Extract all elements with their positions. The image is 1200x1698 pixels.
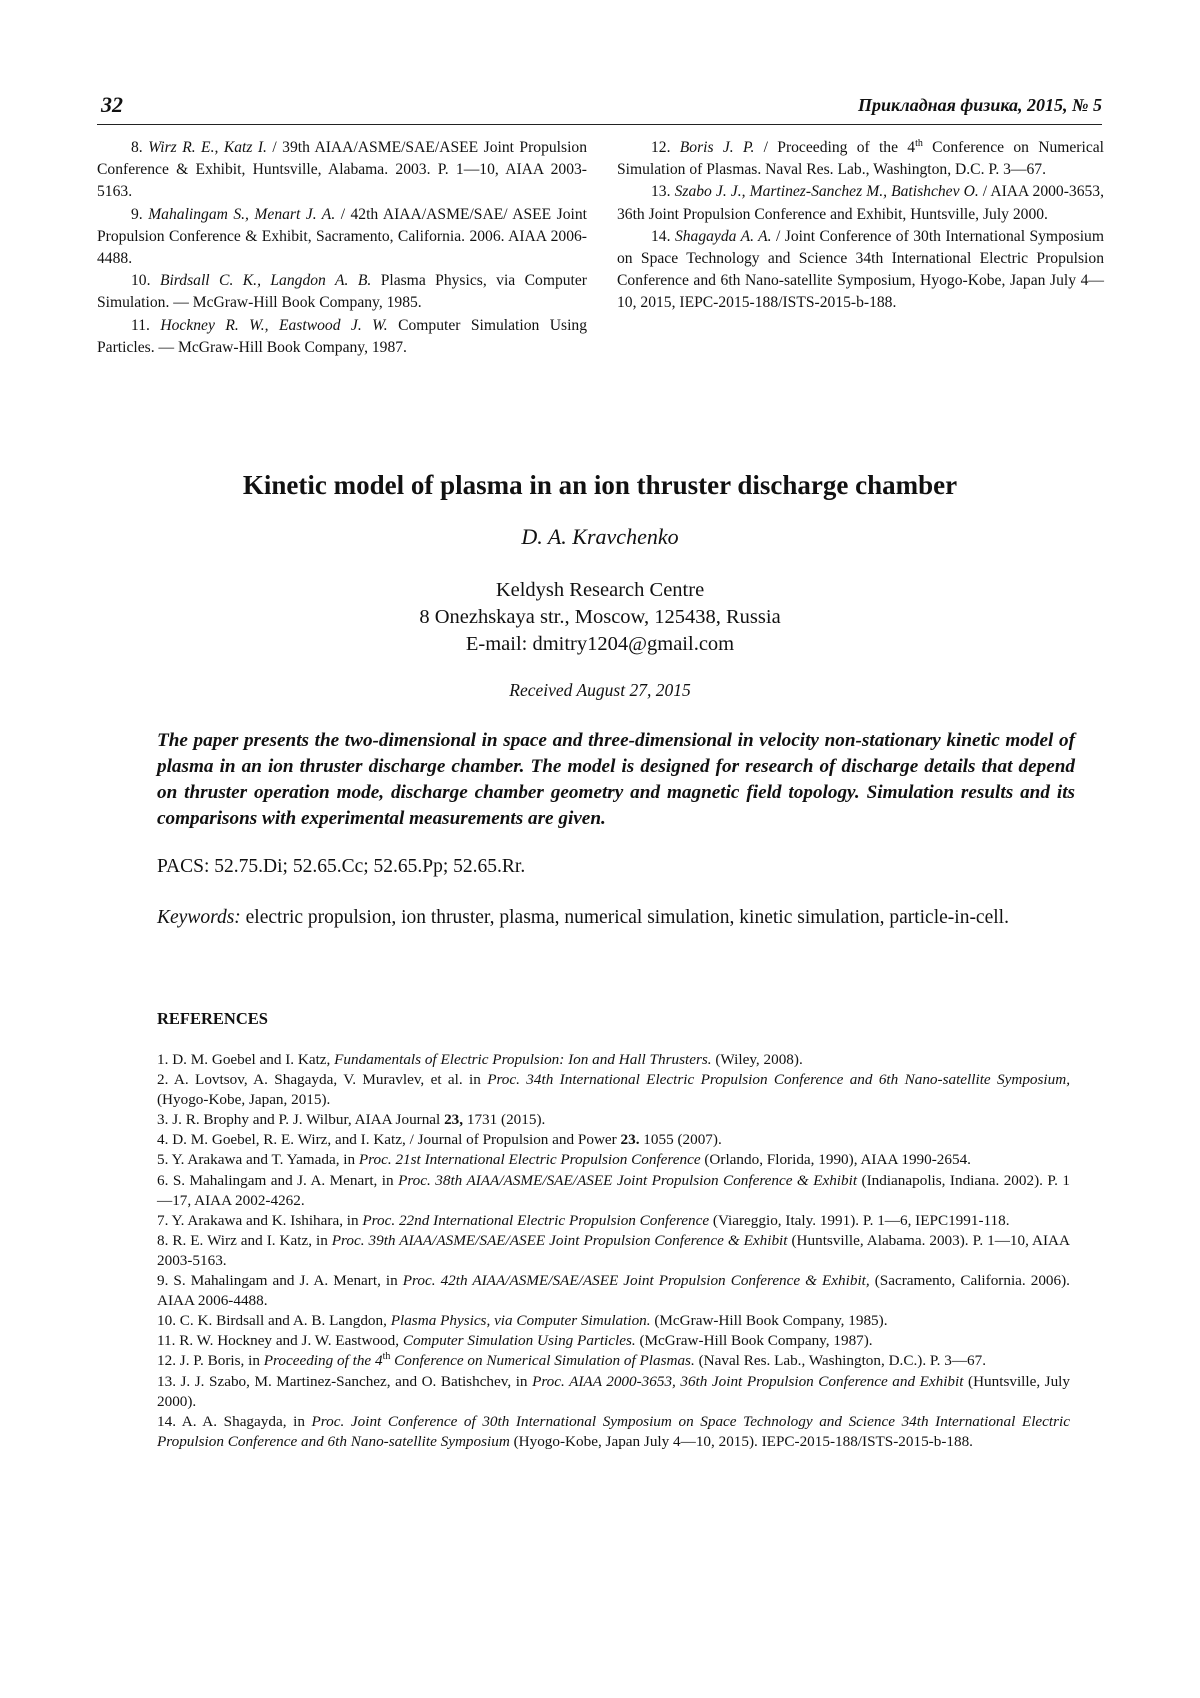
list-item: 8. Wirz R. E., Katz I. / 39th AIAA/ASME/SAE/ASEE Joint Propulsion Conference & Exhibit, Huntsville, Alabama. 2003. P. 1—10, AIAA 2003-5163. bbox=[97, 139, 587, 201]
list-item: 3. J. R. Brophy and P. J. Wilbur, AIAA Journal 23, 1731 (2015). bbox=[157, 1111, 546, 1129]
list-item: 7. Y. Arakawa and K. Ishihara, in Proc. 22nd International Electric Propulsion Conference (Viareggio, Italy. 1991). P. 1—6, IEPC1991-118. bbox=[157, 1211, 1010, 1229]
keywords bbox=[157, 905, 1075, 931]
references-heading: REFERENCES bbox=[157, 1009, 268, 1028]
list-item: 1. D. M. Goebel and I. Katz, Fundamentals of Electric Propulsion: Ion and Hall Thrusters. (Wiley, 2008). bbox=[157, 1051, 803, 1068]
list-item: 12. Boris J. P. / Proceeding of the 4th Conference on Numerical Simulation of Plasmas. Naval Res. Lab., Washington, D.C. P. 3—67. bbox=[617, 137, 1104, 179]
list-item: 14. Shagayda A. A. / Joint Conference of 30th International Symposium on Space Technology and Science 34th International Electric Propulsion Conference and 6th Nano-satellite Symposium, Hyogo-Kobe, Japan July 4—10, 2015, IEPC-2015-188/ISTS-2015-b-188. bbox=[617, 227, 1104, 312]
abstract: The paper presents the two-dimensional in space and three-dimensional in velocity non-stationary kinetic model of plasma in an ion thruster discharge chamber. The model is designed for research of discharge details that depend on thruster operation mode, discharge chamber geometry and magnetic field topology. Simulation results and its comparisons with experimental measurements are given. bbox=[157, 730, 1075, 829]
left-reference-column bbox=[97, 137, 587, 359]
list-item: 2. A. Lovtsov, A. Shagayda, V. Muravlev, et al. in Proc. 34th International Electric Propulsion Conference and 6th Nano-satellite Symposium, (Hyogo-Kobe, Japan, 2015). bbox=[157, 1071, 1070, 1109]
header-rule bbox=[97, 124, 1102, 125]
list-item: 13. J. J. Szabo, M. Martinez-Sanchez, and O. Batishchev, in Proc. AIAA 2000-3653, 36th Joint Propulsion Conference and Exhibit (Huntsville, July 2000). bbox=[157, 1372, 1070, 1410]
list-item: 9. Mahalingam S., Menart J. A. / 42th AIAA/ASME/SAE/ ASEE Joint Propulsion Conference & Exhibit, Sacramento, California. 2006. AIAA 2006-4488. bbox=[97, 205, 587, 268]
list-item: 10. Birdsall C. K., Langdon A. B. Plasma Physics, via Computer Simulation. — McGraw-Hill Book Company, 1985. bbox=[97, 272, 587, 312]
pacs-codes: PACS: 52.75.Di; 52.65.Cc; 52.65.Pp; 52.65.Rr. bbox=[157, 856, 526, 877]
list-item: 9. S. Mahalingam and J. A. Menart, in Proc. 42th AIAA/ASME/SAE/ASEE Joint Propulsion Conference & Exhibit, (Sacramento, California. 2006). AIAA 2006-4488. bbox=[157, 1272, 1070, 1310]
list-item: 4. D. M. Goebel, R. E. Wirz, and I. Katz, / Journal of Propulsion and Power 23. 1055 (2007). bbox=[157, 1131, 722, 1149]
keywords-text: electric propulsion, ion thruster, plasma, numerical simulation, kinetic simulation, particle-in-cell. bbox=[240, 907, 1009, 928]
author-email: E-mail: dmitry1204@gmail.com bbox=[465, 633, 735, 655]
article-title: Kinetic model of plasma in an ion thruster discharge chamber bbox=[242, 470, 958, 500]
affiliation-address: 8 Onezhskaya str., Moscow, 125438, Russia bbox=[419, 606, 781, 628]
list-item: 8. R. E. Wirz and I. Katz, in Proc. 39th AIAA/ASME/SAE/ASEE Joint Propulsion Conference & Exhibit (Huntsville, Alabama. 2003). P. 1—10, AIAA 2003-5163. bbox=[157, 1231, 1070, 1269]
list-item: 14. A. A. Shagayda, in Proc. Joint Conference of 30th International Symposium on Space Technology and Science 34th International Electric Propulsion Conference and 6th Nano-satellite Symposium (Hyogo-Kobe, Japan July 4—10, 2015). IEPC-2015-188/ISTS-2015-b-188. bbox=[157, 1412, 1070, 1450]
affiliation bbox=[0, 577, 1200, 658]
article-author: D. A. Kravchenko bbox=[521, 524, 679, 549]
page-number: 32 bbox=[101, 92, 123, 117]
references-list bbox=[157, 1050, 1070, 1452]
right-reference-column bbox=[617, 137, 1104, 315]
list-item: 6. S. Mahalingam and J. A. Menart, in Proc. 38th AIAA/ASME/SAE/ASEE Joint Propulsion Conference & Exhibit (Indianapolis, Indiana. 2002). P. 1—17, AIAA 2002-4262. bbox=[157, 1171, 1070, 1209]
received-date: Received August 27, 2015 bbox=[509, 680, 691, 700]
list-item: 11. Hockney R. W., Eastwood J. W. Computer Simulation Using Particles. — McGraw-Hill Book Company, 1987. bbox=[97, 316, 588, 356]
keywords-label: Keywords: bbox=[157, 907, 241, 928]
list-item: 11. R. W. Hockney and J. W. Eastwood, Computer Simulation Using Particles. (McGraw-Hill Book Company, 1987). bbox=[157, 1332, 873, 1350]
affiliation-name: Keldysh Research Centre bbox=[495, 579, 705, 601]
journal-running-title: Прикладная физика, 2015, № 5 bbox=[857, 95, 1102, 115]
list-item: 13. Szabo J. J., Martinez-Sanchez M., Batishchev O. / AIAA 2000-3653, 36th Joint Propulsion Conference and Exhibit, Huntsville, July 2000. bbox=[617, 183, 1104, 223]
list-item: 12. J. P. Boris, in Proceeding of the 4th Conference on Numerical Simulation of Plasmas. (Naval Res. Lab., Washington, D.C.). P. 3—67. bbox=[157, 1351, 987, 1370]
list-item: 5. Y. Arakawa and T. Yamada, in Proc. 21st International Electric Propulsion Conference (Orlando, Florida, 1990), AIAA 1990-2654. bbox=[157, 1151, 971, 1169]
list-item: 10. C. K. Birdsall and A. B. Langdon, Plasma Physics, via Computer Simulation. (McGraw-Hill Book Company, 1985). bbox=[157, 1312, 888, 1330]
